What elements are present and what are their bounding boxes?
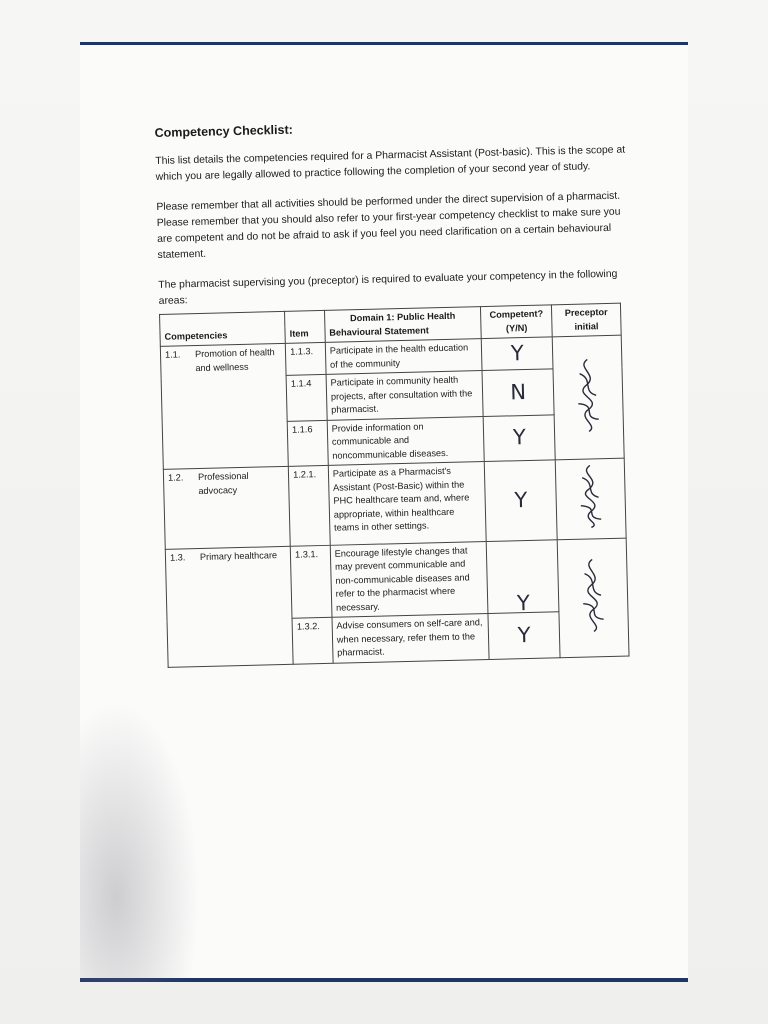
header-competent <box>481 305 553 339</box>
competency-name: Promotion of health and wellness <box>194 347 275 373</box>
competent-mark: Y <box>488 612 560 659</box>
preceptor-signature <box>552 335 624 460</box>
table-row <box>165 538 628 622</box>
competent-mark: N <box>482 369 554 416</box>
behavioural-statement: Participate as a Pharmacist's Assistant (Post-Basic) within the PHC healthcare team and, where appropriate, within healthcare teams in other settings. <box>328 462 486 545</box>
competency-cell <box>160 343 288 469</box>
competent-mark: Y <box>481 337 553 371</box>
preceptor-signature <box>555 458 626 539</box>
competent-mark: Y <box>486 539 559 613</box>
header-competencies: Competencies <box>160 311 286 346</box>
header-statement: Behavioural Statement <box>325 323 482 343</box>
header-competent-label: Competent? (Y/N) <box>489 308 544 333</box>
preceptor-signature <box>557 538 629 658</box>
competency-name: Primary healthcare <box>199 549 278 562</box>
behavioural-statement: Provide information on communicable and noncommunicable diseases. <box>327 416 485 465</box>
competency-number: 1.2. <box>167 472 184 483</box>
intro-paragraph: This list details the competencies required for a Pharmacist Assistant (Post-basic). This is the scope at which you are legally allowed to practice following the completion of your second year of study. <box>155 144 626 183</box>
signature-icon <box>567 355 609 436</box>
behavioural-statement: Advise consumers on self-care and, when necessary, refer them to the pharmacist. <box>332 613 490 662</box>
competent-mark: Y <box>484 460 557 541</box>
domain-title: Domain 1: Public Health <box>324 307 481 327</box>
signature-icon <box>572 555 614 636</box>
evaluation-paragraph: The pharmacist supervising you (preceptor) is required to evaluate your competency in the following areas: <box>158 268 618 307</box>
competency-table <box>159 303 629 668</box>
competency-number: 1.1. <box>164 349 181 360</box>
table-row <box>163 458 626 549</box>
competency-cell <box>165 546 293 667</box>
behavioural-statement: Participate in community health projects, after consultation with the pharmacist. <box>326 371 484 420</box>
supervision-paragraph: Please remember that all activities should be performed under the direct supervision of a pharmacist. Please remember that you should also refer to your first-year competency checklist to make sure you are competent and do not be afraid to ask if you feel you need clarification on a certain behavioural statement. <box>156 190 621 261</box>
item-number: 1.1.4 <box>286 374 327 420</box>
item-number: 1.2.1. <box>288 465 330 545</box>
document-content <box>154 97 638 668</box>
behavioural-statement: Encourage lifestyle changes that may prevent communicable and non-communicable diseases and refer to the pharmacist where necessary. <box>330 541 488 617</box>
item-number: 1.1.6 <box>287 420 328 466</box>
page-title: Competency Checklist: <box>154 122 293 140</box>
header-item: Item <box>285 310 325 343</box>
behavioural-statement: Participate in the health education of the community <box>325 339 482 375</box>
item-number: 1.3.1. <box>290 545 331 618</box>
item-number: 1.3.2. <box>292 617 333 663</box>
competency-name: Professional advocacy <box>197 470 249 496</box>
item-number: 1.1.3. <box>285 342 325 375</box>
competency-number: 1.3. <box>169 551 186 563</box>
header-initial: Preceptor initial <box>552 303 622 337</box>
competency-cell <box>163 466 290 549</box>
signature-icon <box>570 461 612 532</box>
competent-mark: Y <box>483 414 555 461</box>
